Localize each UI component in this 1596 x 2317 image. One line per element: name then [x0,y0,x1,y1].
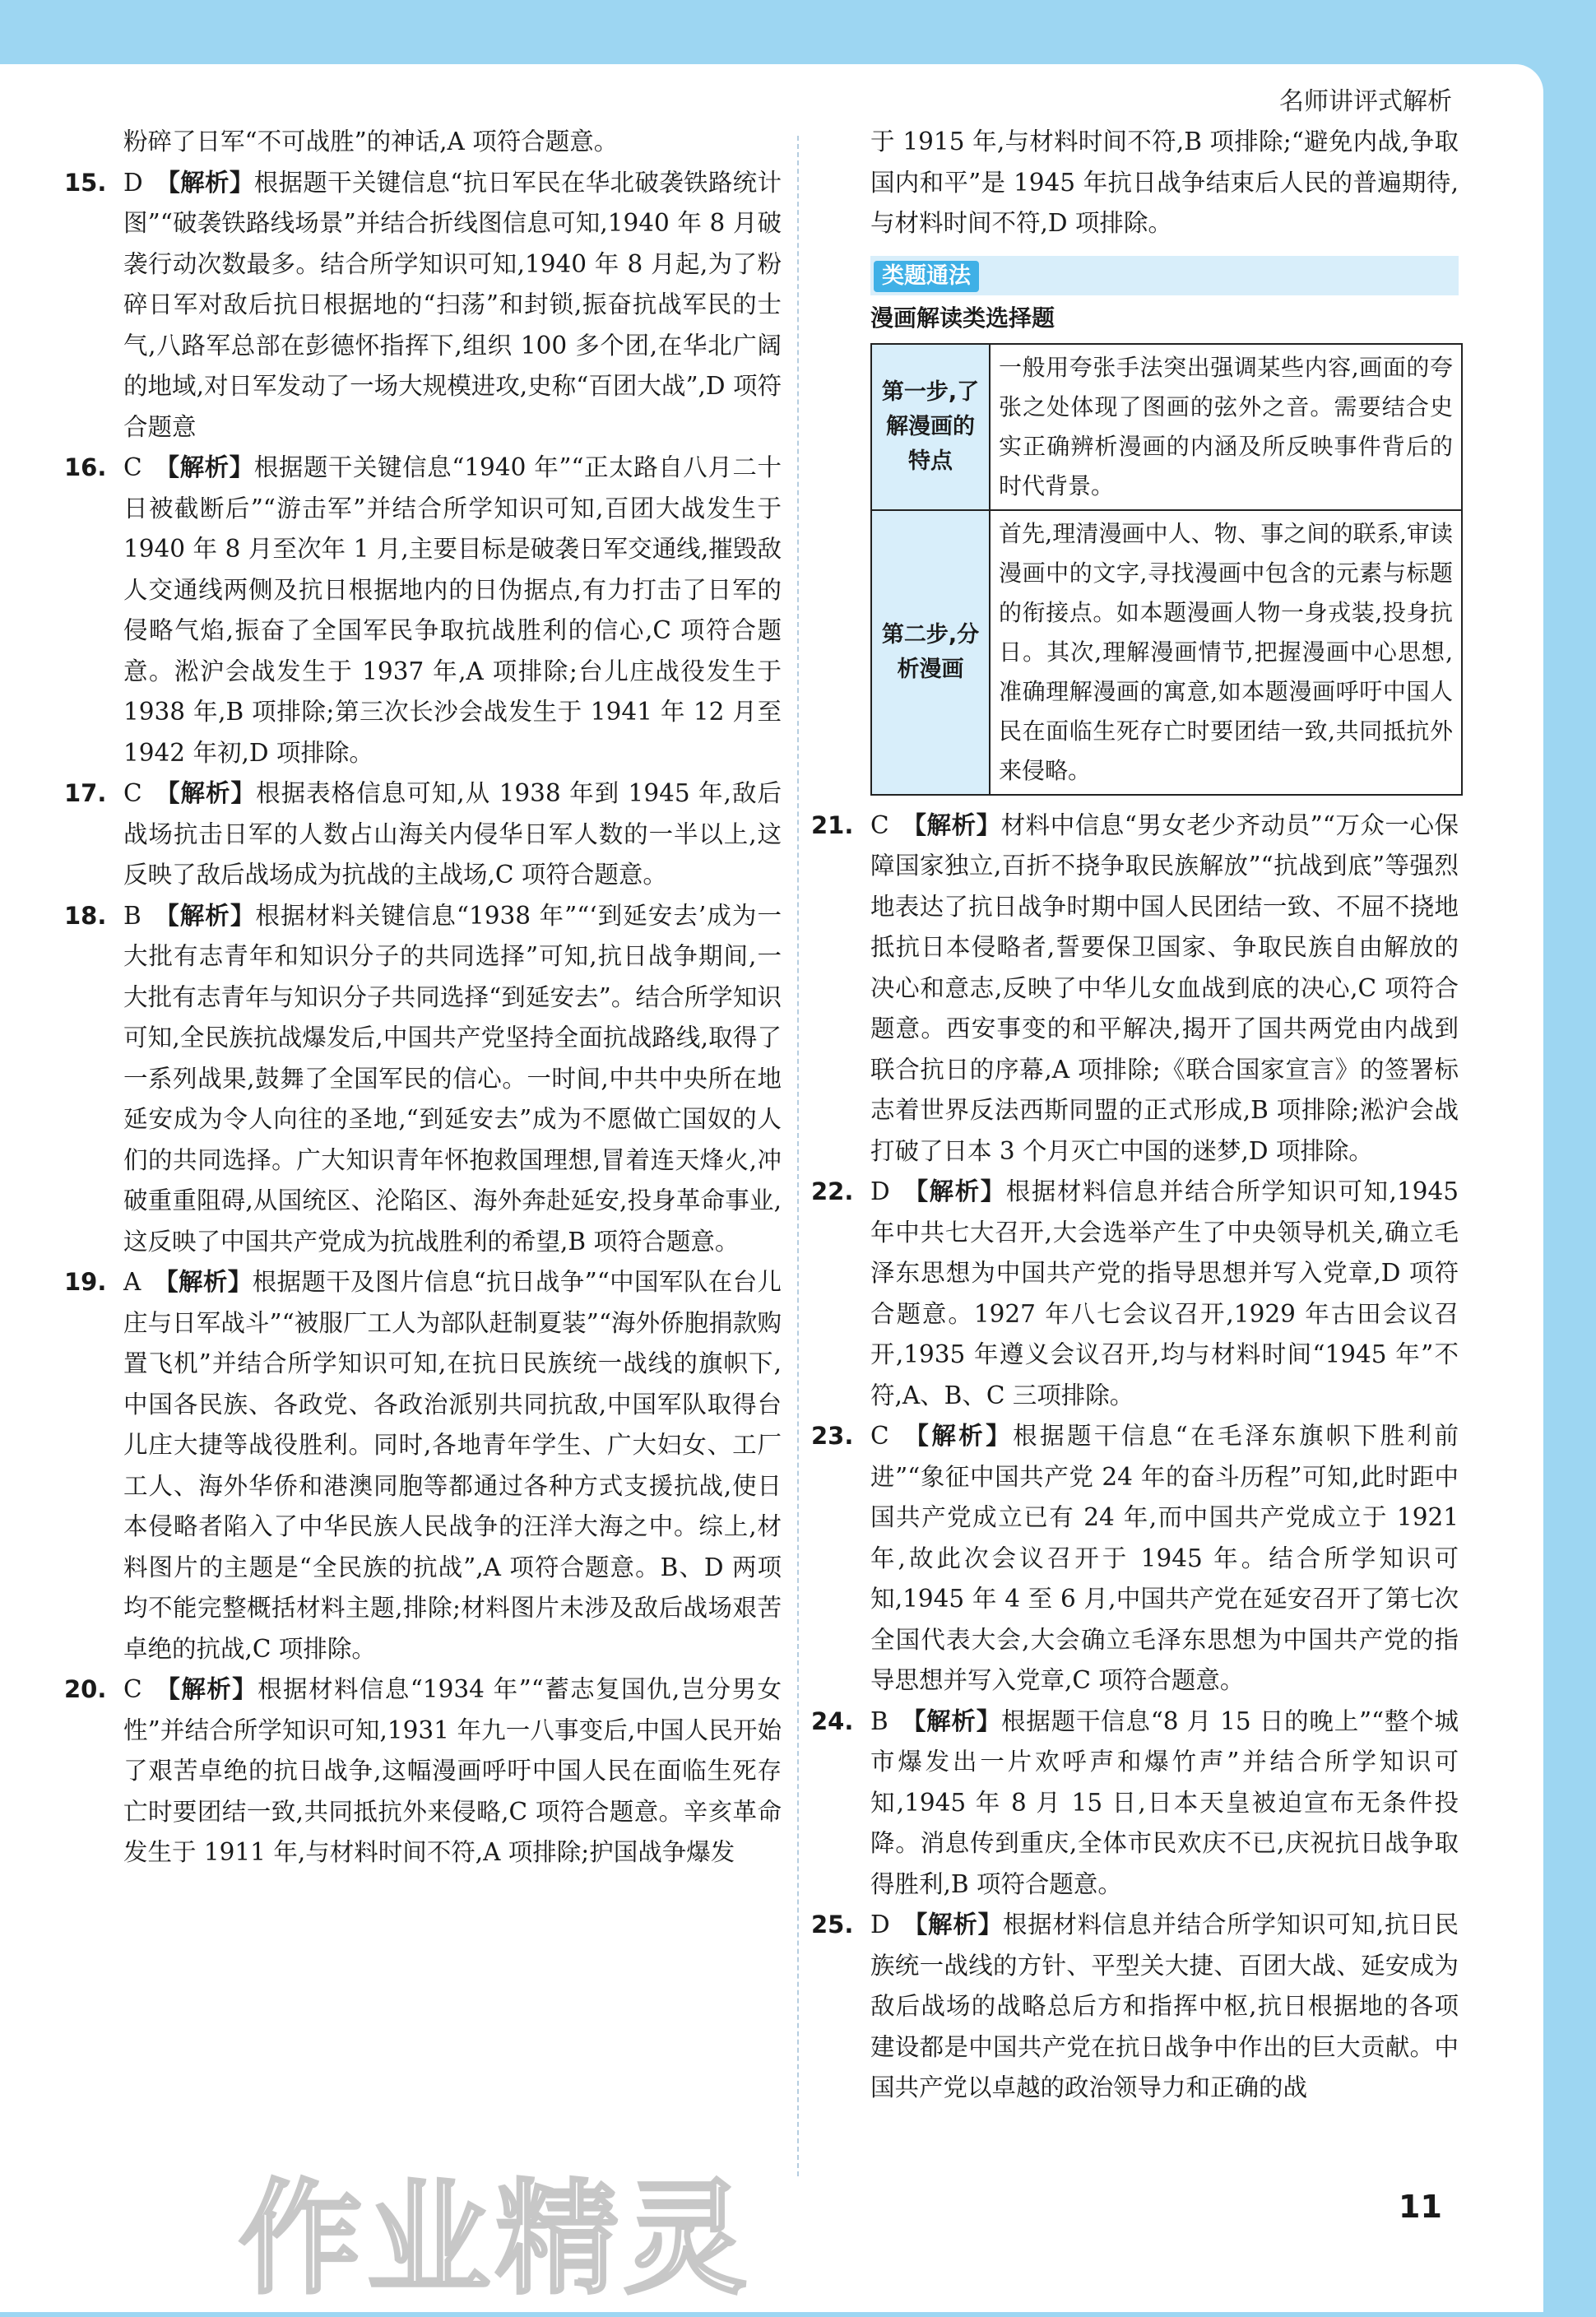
item-number: 24. [811,1706,854,1735]
answer-letter: D [123,168,143,197]
tip-step-label: 第二步,分析漫画 [871,510,990,795]
tip-banner [870,256,1459,295]
item-number: 15. [64,168,107,197]
item-number: 18. [64,901,107,930]
tip-step-label: 第一步,了解漫画的特点 [871,344,990,510]
analysis-text: 根据表格信息可知,从 1938 年到 1945 年,敌后战场抗击日军的人数占山海关内侵华日军人数的一半以上,这反映了敌后战场成为抗战的主战场,C 项符合题意。 [123,779,782,889]
answer-item-17 [64,773,782,896]
answer-item-21 [811,806,1459,1172]
answer-item-20 [64,1669,782,1874]
analysis-tag: 【解析】 [902,810,1001,839]
analysis-text: 根据题干关键信息“1940 年”“正太路自八月二十日被截断后”“游击军”并结合所学知识可知,百团大战发生于 1940 年 8 月至次年 1 月,主要目标是破袭日军交通线,摧毁敌人交通线两侧及抗日根据地内的日伪据点,有力打击了日军的侵略气焰,振奋了全国军民争取抗战胜利的信心,C 项符合题意。淞沪会战发生于 1937 年,A 项排除;台儿庄战役发生于 1938 年,B 项排除;第三次长沙会战发生于 1941 年 12 月至 1942 年初,D 项排除。 [123,453,782,767]
answer-letter: C [123,779,142,807]
answer-item-16 [64,448,782,773]
item-number: 23. [811,1422,854,1450]
watermark-logo: 作业精灵 [239,2168,753,2311]
item-number: 21. [811,810,854,839]
analysis-text: 材料中信息“男女老少齐动员”“万众一心保障国家独立,百折不挠争取民族解放”“抗战到底”等强烈地表达了抗日战争时期中国人民团结一致、不屈不挠地抵抗日本侵略者,誓要保卫国家、争取民族自由解放的决心和意志,反映了中华儿女血战到底的决心,C 项符合题意。西安事变的和平解决,揭开了国共两党由内战到联合抗日的序幕,A 项排除;《联合国家宣言》的签署标志着世界反法西斯同盟的正式形成,B 项排除;淞沪会战打破了日本 3 个月灭亡中国的迷梦,D 项排除。 [870,810,1459,1165]
analysis-tag: 【解析】 [904,1422,1014,1450]
analysis-tag: 【解析】 [902,1911,1003,1939]
answer-letter: C [123,453,142,481]
left-column [64,122,782,1874]
analysis-tag: 【解析】 [901,1706,1001,1735]
column-divider [797,136,799,2176]
analysis-text: 根据材料关键信息“1938 年”“‘到延安去’成为一大批有志青年和知识分子的共同选择”可知,抗日战争期间,一大批有志青年与知识分子共同选择“到延安去”。结合所学知识可知,全民族抗战爆发后,中国共产党坚持全面抗战路线,取得了一系列战果,鼓舞了全国军民的信心。一时间,中共中央所在地延安成为令人向往的圣地,“到延安去”成为不愿做亡国奴的人们的共同选择。广大知识青年怀抱救国理想,冒着连天烽火,冲破重重阻碍,从国统区、沦陷区、海外奔赴延安,投身革命事业,这反映了中国共产党成为抗战胜利的希望,B 项符合题意。 [123,901,782,1256]
tip-row [871,510,1462,795]
answer-item-25 [811,1905,1459,2109]
analysis-tag: 【解析】 [154,1268,253,1296]
analysis-text: 根据题干信息“在毛泽东旗帜下胜利前进”“象征中国共产党 24 年的奋斗历程”可知,此时距中国共产党成立已有 24 年,而中国共产党成立于 1921 年,故此次会议召开于 1945 年。结合所学知识可知,1945 年 4 至 6 月,中国共产党在延安召开了第七次全国代表大会,大会确立毛泽东思想为中国共产党的指导思想并写入党章,C 项符合题意。 [870,1422,1459,1694]
item-number: 16. [64,453,107,481]
analysis-text: 根据题干及图片信息“抗日战争”“中国军队在台儿庄与日军战斗”“被服厂工人为部队赶制夏装”“海外侨胞捐款购置飞机”并结合所学知识可知,在抗日民族统一战线的旗帜下,中国各民族、各政党、各政治派别共同抗敌,中国军队取得台儿庄大捷等战役胜利。同时,各地青年学生、广大妇女、工厂工人、海外华侨和港澳同胞等都通过各种方式支援抗战,使日本侵略者陷入了中华民族人民战争的汪洋大海之中。综上,材料图片的主题是“全民族的抗战”,A 项符合题意。B、D 两项均不能完整概括材料主题,排除;材料图片未涉及敌后战场艰苦卓绝的抗战,C 项排除。 [123,1268,782,1663]
analysis-text: 根据材料信息并结合所学知识可知,抗日民族统一战线的方针、平型关大捷、百团大战、延安成为敌后战场的战略总后方和指挥中枢,抗日根据地的各项建设都是中国共产党在抗日战争中作出的巨大贡献。中国共产党以卓越的政治领导力和正确的战 [870,1911,1459,2101]
analysis-text: 根据题干关键信息“抗日军民在华北破袭铁路统计图”“破袭铁路线场景”并结合折线图信息可知,1940 年 8 月破袭行动次数最多。结合所学知识可知,1940 年 8 月起,为了粉碎日军对敌后抗日根据地的“扫荡”和封锁,振奋抗战军民的士气,八路军总部在彭德怀指挥下,组织 100 多个团,在华北广阔的地域,对日军发动了一场大规模进攻,史称“百团大战”,D 项符合题意 [123,168,782,441]
tip-table [870,343,1463,796]
tip-step-text: 首先,理清漫画中人、物、事之间的联系,审读漫画中的文字,寻找漫画中包含的元素与标题的衔接点。如本题漫画人物一身戎装,投身抗日。其次,理解漫画情节,把握漫画中心思想,准确理解漫画的寓意,如本题漫画呼吁中国人民在面临生死存亡时要团结一致,共同抵抗外来侵略。 [990,510,1462,795]
answer-item-23 [811,1416,1459,1702]
header-title: 名师讲评式解析 [1279,87,1452,116]
answer-item-19 [64,1262,782,1669]
analysis-tag: 【解析】 [155,779,257,807]
answer-letter: C [123,1675,142,1703]
page-number: 11 [1399,2189,1442,2225]
tip-badge: 类题通法 [874,261,979,292]
tip-row [871,344,1462,510]
analysis-tag: 【解析】 [155,901,256,930]
right-column [811,122,1459,2109]
answer-item-24 [811,1702,1459,1906]
item-number: 17. [64,779,107,807]
answer-letter: D [870,1911,890,1939]
analysis-tag: 【解析】 [155,1675,258,1703]
tip-subtitle: 漫画解读类选择题 [870,304,1055,332]
analysis-tag: 【解析】 [903,1177,1006,1205]
answer-letter: A [123,1268,142,1296]
lead-text-left: 粉碎了日军“不可战胜”的神话,A 项符合题意。 [123,128,619,156]
item-number: 20. [64,1675,107,1703]
answer-item-22 [811,1172,1459,1416]
analysis-text: 根据材料信息并结合所学知识可知,1945 年中共七大召开,大会选举产生了中央领导机关,确立毛泽东思想为中国共产党的指导思想并写入党章,D 项符合题意。1927 年八七会议召开,1929 年古田会议召开,1935 年遵义会议召开,均与材料时间“1945 年”不符,A、B、C 三项排除。 [870,1177,1459,1409]
item-number: 25. [811,1911,854,1939]
answer-item-15 [64,163,782,448]
answer-letter: B [870,1706,888,1735]
lead-text-right: 于 1915 年,与材料时间不符,B 项排除;“避免内战,争取国内和平”是 1945 年抗日战争结束后人民的普遍期待,与材料时间不符,D 项排除。 [870,128,1459,237]
answer-letter: C [870,1422,889,1450]
answer-letter: B [123,901,142,930]
analysis-tag: 【解析】 [155,453,254,481]
analysis-text: 根据材料信息“1934 年”“蓄志复国仇,岂分男女性”并结合所学知识可知,1931 年九一八事变后,中国人民开始了艰苦卓绝的抗日战争,这幅漫画呼吁中国人民在面临生死存亡时要团结一致,共同抵抗外来侵略,C 项符合题意。辛亥革命发生于 1911 年,与材料时间不符,A 项排除;护国战争爆发 [123,1675,782,1866]
answer-letter: D [870,1177,890,1205]
item-number: 19. [64,1268,107,1296]
analysis-text: 根据题干信息“8 月 15 日的晚上”“整个城市爆发出一片欢呼声和爆竹声”并结合所学知识可知,1945 年 8 月 15 日,日本天皇被迫宣布无条件投降。消息传到重庆,全体市民欢庆不已,庆祝抗日战争取得胜利,B 项符合题意。 [870,1706,1459,1898]
answer-letter: C [870,810,889,839]
item-number: 22. [811,1177,854,1205]
analysis-tag: 【解析】 [155,168,254,197]
tip-step-text: 一般用夸张手法突出强调某些内容,画面的夸张之处体现了图画的弦外之音。需要结合史实正确辨析漫画的内涵及所反映事件背后的时代背景。 [990,344,1462,510]
answer-item-18 [64,896,782,1263]
